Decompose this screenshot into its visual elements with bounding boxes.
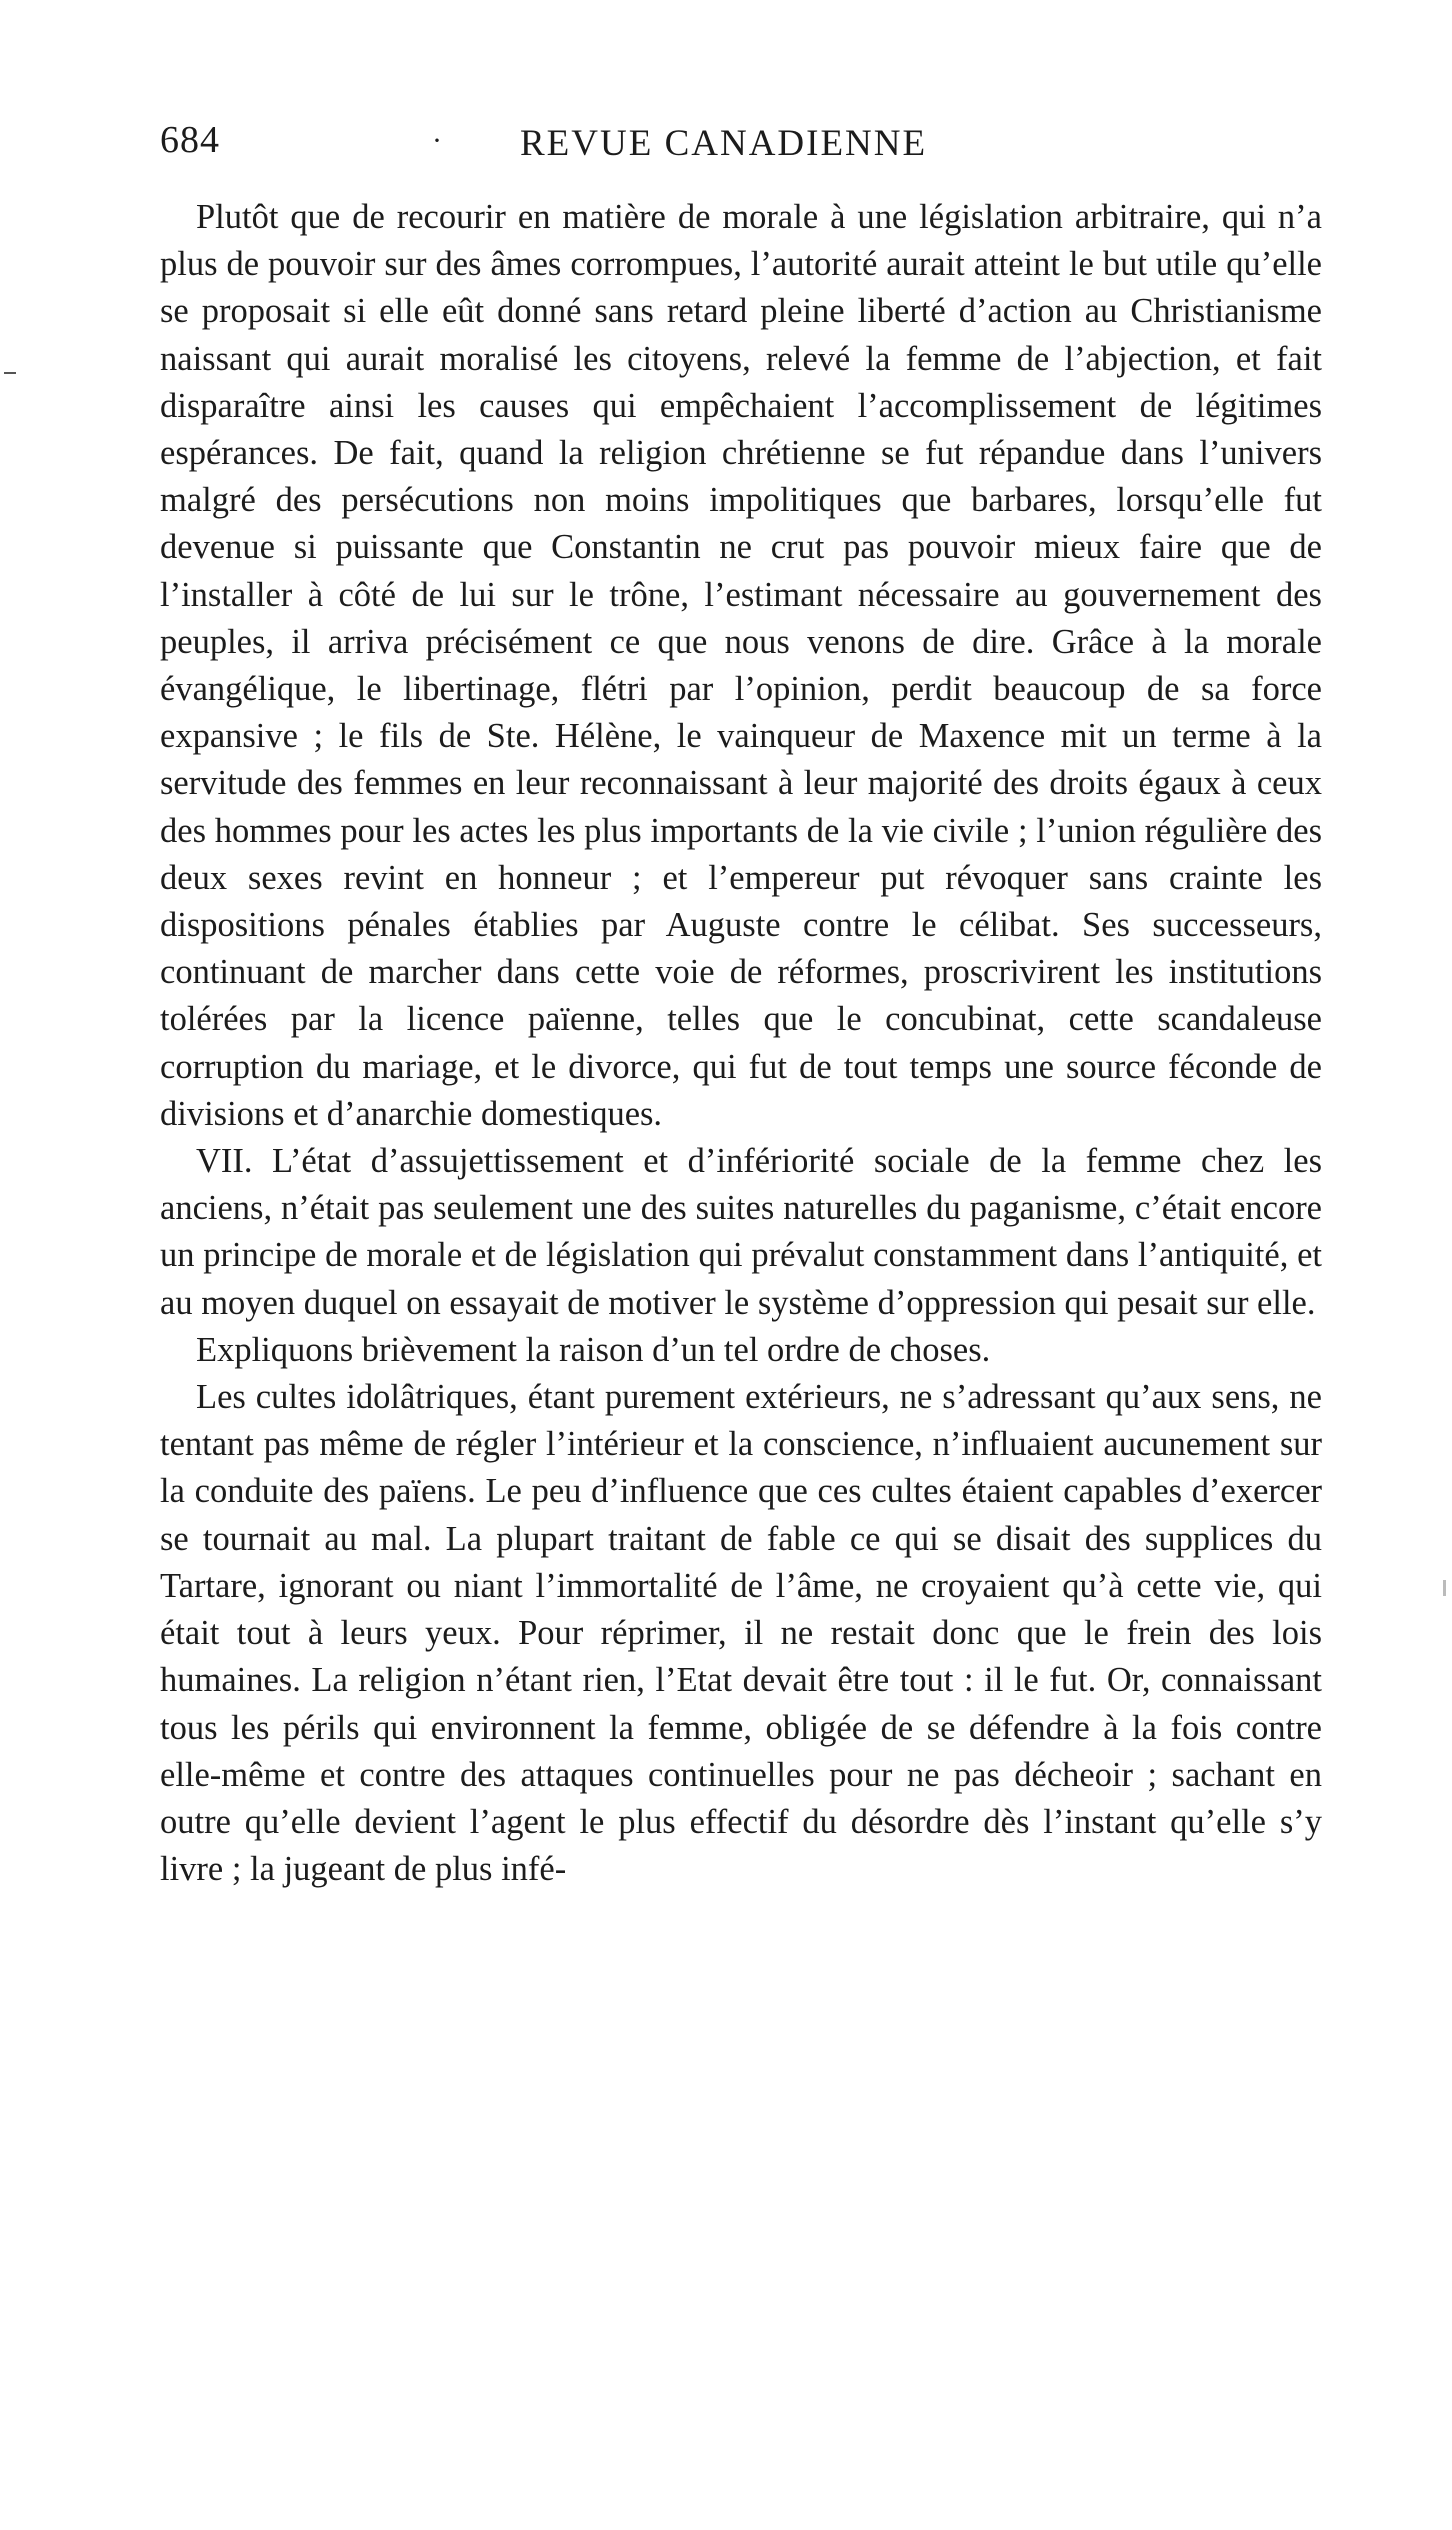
- margin-tick-mark: [4, 372, 16, 374]
- header-dot: ·: [432, 124, 442, 157]
- page-number: 684: [160, 119, 220, 161]
- body-text: [160, 194, 1322, 1893]
- paragraph: Expliquons brièvement la raison d’un tel ordre de choses.: [196, 1330, 991, 1369]
- margin-speck: [1443, 1580, 1446, 1596]
- running-title: REVUE CANADIENNE: [520, 123, 928, 164]
- paragraph: Plutôt que de recourir en matière de morale à une législation arbitraire, qui n’a plus de pouvoir sur des âmes corrompues, l’autorité aurait atteint le but utile qu’elle se proposait si elle eût donné sans retard pleine liberté d’action au Christianisme naissant qui aurait moralisé les citoyens, relevé la femme de l’abjection, et fait disparaître ainsi les causes qui empêchaient l’accomplissement de légitimes espérances. De fait, quand la religion chrétienne se fut répandue dans l’univers malgré des persécutions non moins impolitiques que barbares, lorsqu’elle fut devenue si puissante que Constantin ne crut pas pouvoir mieux faire que de l’installer à côté de lui sur le trône, l’estimant nécessaire au gouvernement des peuples, il arriva précisément ce que nous venons de dire. Grâce à la morale évangélique, le libertinage, flétri par l’opinion, perdit beaucoup de sa force expansive ; le fils de Ste. Hélène, le vainqueur de Maxence mit un terme à la servitude des femmes en leur reconnaissant à leur majorité des droits égaux à ceux des hommes pour les actes les plus importants de la vie civile ; l’union régulière des deux sexes revint en honneur ; et l’empereur put révoquer sans crainte les dispositions pénales établies par Auguste contre le célibat. Ses successeurs, continuant de marcher dans cette voie de réformes, proscrivirent les institutions tolérées par la licence païenne, telles que le concubinat, cette scandaleuse corruption du mariage, et le divorce, qui fut de tout temps une source féconde de divisions et d’anarchie domestiques.: [160, 198, 1322, 1133]
- page-header: [160, 118, 1320, 178]
- paragraph: VII. L’état d’assujettissement et d’infériorité sociale de la femme chez les anciens, n’était pas seulement une des suites naturelles du paganisme, c’était encore un principe de morale et de législation qui prévalut constamment dans l’antiquité, et au moyen duquel on essayait de motiver le système d’oppression qui pesait sur elle.: [160, 1142, 1322, 1322]
- paragraph: Les cultes idolâtriques, étant purement extérieurs, ne s’adressant qu’aux sens, ne tentant pas même de régler l’intérieur et la conscience, n’influaient aucunement sur la conduite des païens. Le peu d’influence que ces cultes étaient capables d’exercer se tournait au mal. La plupart traitant de fable ce qui se disait des supplices du Tartare, ignorant ou niant l’immortalité de l’âme, ne croyaient qu’à cette vie, qui était tout à leurs yeux. Pour réprimer, il ne restait donc que le frein des lois humaines. La religion n’étant rien, l’Etat devait être tout : il le fut. Or, connaissant tous les périls qui environnent la femme, obligée de se défendre à la fois contre elle-même et contre des attaques continuelles pour ne pas décheoir ; sachant en outre qu’elle devient l’agent le plus effectif du désordre dès l’instant qu’elle s’y livre ; la jugeant de plus infé-: [160, 1378, 1322, 1889]
